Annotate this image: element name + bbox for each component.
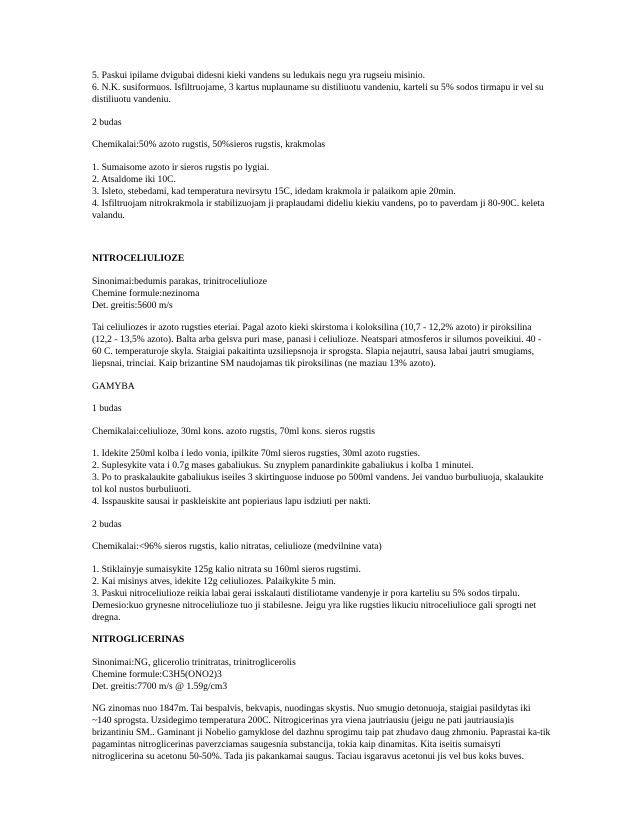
text-line: Det. greitis:7700 m/s @ 1.59g/cm3	[92, 680, 228, 692]
method-1-label	[92, 403, 554, 415]
text-line: 1. Sumaisome azoto ir sieros rugstis po lygiai.	[92, 161, 270, 173]
document-page	[92, 70, 554, 774]
text-line: 2. Suplesykite vata i 0.7g mases gabaliukus. Su znyplem panardinkite gabaliukus i kolba 1 minutei.	[92, 460, 474, 471]
chemicals-line	[92, 541, 554, 553]
properties-block	[92, 657, 554, 693]
text-line: 1. Stiklainyje sumaisykite 125g kalio nitrata su 160ml sieros rugstimi.	[92, 563, 361, 575]
steps-paragraph	[92, 564, 554, 624]
text-line: Chemikalai:celiulioze, 30ml kons. azoto rugstis, 70ml kons. sieros rugstis	[92, 425, 375, 437]
chemicals-line	[92, 426, 554, 438]
text-line: pagamintas nitroglicerinas paverzciamas saugesnia substancija, tokia kaip dinamitas. Kita iseitis sumaisyti	[92, 739, 501, 750]
paragraph-steps-5-6	[92, 70, 554, 106]
method-2-label	[92, 117, 554, 129]
section-heading-nitroglicerinas	[92, 634, 554, 646]
text-line: Sinonimai:NG, glicerolio trinitratas, trinitroglicerolis	[92, 656, 296, 668]
text-line: 1 budas	[92, 403, 122, 414]
description-paragraph	[92, 703, 554, 763]
chemicals-line	[92, 139, 554, 151]
text-line: tol kol nustos burbuliuoti.	[92, 484, 192, 495]
description-paragraph	[92, 322, 554, 370]
text-line: Tai celiuliozes ir azoto rugsties eteriai. Pagal azoto kieki skirstoma i koloksilina (10,7 - 12,2% azoto) ir piroksilina	[92, 322, 532, 333]
text-line: 2. Atsaldome iki 10C.	[92, 173, 176, 185]
text-line: 2 budas	[92, 116, 122, 128]
text-line: NG zinomas nuo 1847m. Tai bespalvis, bekvapis, nuodingas skystis. Nuo smugio detonuoja, staigiai pasildytas iki	[92, 703, 531, 714]
text-line: ~140 sprogsta. Uzsidegimo temperatura 200C. Nitrogicerinas yra viena jautriausiu (jeigu ne pati jautriausia)is	[92, 715, 514, 726]
text-line: valandu.	[92, 209, 125, 221]
section-heading-nitroceliulioze	[92, 253, 554, 265]
text-line: 2. Kai misinys atves, idekite 12g celiuliozes. Palaikykite 5 min.	[92, 575, 336, 587]
text-line: Det. greitis:5600 m/s	[92, 299, 173, 311]
subheading-gamyba	[92, 381, 554, 393]
heading-text: NITROGLICERINAS	[92, 634, 185, 645]
heading-text: NITROCELIULIOZE	[92, 253, 185, 264]
text-line: 6. N.K. susiformuos. Isfiltruojame, 3 kartus nuplauname su distiliuotu vandeniu, karteli su 5% sodos tirmapu ir vel su	[92, 82, 544, 93]
text-line: 4. Isspauskite sausai ir paskleiskite ant popieriaus lapu isdziuti per nakti.	[92, 496, 371, 507]
text-line: Demesio:kuo grynesne nitroceliulioze tuo ji stabilesne. Jeigu yra like rugsties likuciu nitroceliulioce gali sprogti net	[92, 599, 537, 611]
text-line: brizantiniu SM.. Gaminant ji Nobelio gamyklose del dazhnu sprogimu taip pat zhudavo daug zhmoniu. Paprastai ka-tik	[92, 727, 551, 738]
text-line: dregna.	[92, 611, 121, 623]
text-line: 3. Po to praskalaukite gabaliukus iseiles 3 skirtinguose induose po 500ml vandens. Jei vanduo burbuliuoja, skalaukite	[92, 472, 544, 483]
text-line: Sinonimai:bedumis parakas, trinitroceliulioze	[92, 275, 268, 287]
properties-block	[92, 276, 554, 312]
text-line: 3. Paskui nitroceliulioze reikia labai gerai isskalauti distiliotame vandenyje ir pora karteliu su 5% sodos tirpalu.	[92, 587, 520, 599]
paragraph-steps-1-4	[92, 162, 554, 222]
text-line: 5. Paskui ipilame dvigubai didesni kieki vandens su ledukais negu yra rugseiu misinio.	[92, 70, 426, 81]
method-2-label	[92, 519, 554, 531]
text-line: 1. Idekite 250ml kolba i ledo vonia, ipilkite 70ml sieros rugsties, 30ml azoto rugsties.	[92, 448, 421, 459]
steps-paragraph	[92, 448, 554, 508]
text-line: 3. Isleto, stebedami, kad temperatura nevirsytu 15C, idedam krakmola ir palaikom apie 20min.	[92, 185, 456, 197]
text-line: Chemikalai:<96% sieros rugstis, kalio nitratas, celiulioze (medvilnine vata)	[92, 541, 382, 552]
text-line: 4. Isfiltruojam nitrokrakmola ir stabilizuojam ji praplaudami dideliu kiekiu vandens, po to paverdam ji 80-90C. keleta	[92, 197, 545, 209]
text-line: (12,2 - 13,5% azoto). Balta arba gelsva puri mase, panasi i celiulioze. Neatspari atmosferos ir silumos poveikiui. 40 -	[92, 334, 542, 345]
text-line: GAMYBA	[92, 380, 135, 392]
text-line: liepsnai, trinciai. Kaip brizantine SM naudojamas tik piroksilinas (ne maziau 13% azoto).	[92, 358, 436, 369]
text-line: distiliuotu vandeniu.	[92, 94, 171, 105]
text-line: Chemine formule:nezinoma	[92, 287, 200, 299]
text-line: Chemikalai:50% azoto rugstis, 50%sieros rugstis, krakmolas	[92, 139, 326, 150]
text-line: 2 budas	[92, 518, 122, 530]
text-line: 60 C. temperaturoje skyla. Staigiai pakaitinta uzsiliepsnoja ir sprogsta. Slapia nejautri, sausa labai jautri smugiams,	[92, 346, 535, 357]
text-line: nitroglicerina su acetonu 50-50%. Tada jis pakankamai saugus. Taciau isgaravus acetonui jis vel bus koks buves.	[92, 751, 525, 762]
text-line: Chemine formule:C3H5(ONO2)3	[92, 668, 222, 680]
